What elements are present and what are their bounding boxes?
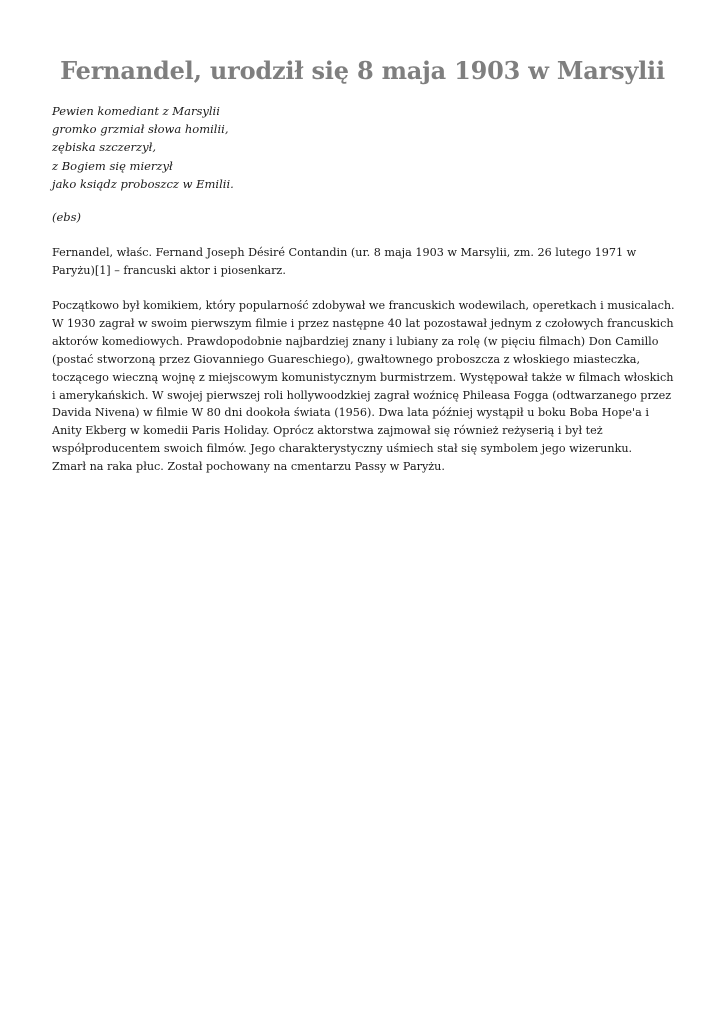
page-title: Fernandel, urodził się 8 maja 1903 w Marsylii	[60, 56, 665, 85]
poem-line: z Bogiem się mierzył	[52, 158, 173, 173]
poem-line: jako ksiądz proboszcz w Emilii.	[52, 176, 234, 191]
body-paragraph-career: Początkowo był komikiem, który popularność zdobywał we francuskich wodewilach, operetkach i musicalach. W 1930 zagrał w swoim pierwszym filmie i przez następne 40 lat pozostawał jednym z czołowych francuskich aktorów komediowych. Prawdopodobnie najbardziej znany i lubiany za rolę (w pięciu filmach) Don Camillo (postać stworzoną przez Giovanniego Guareschiego), gwałtownego proboszcza z włoskiego miasteczka, toczącego wieczną wojnę z miejscowym komunistycznym burmistrzem. Występował także w filmach włoskich i amerykańskich. W swojej pierwszej roli hollywoodzkiej zagrał woźnicę Phileasa Fogga (odtwarzanego przez Davida Nivena) w filmie W 80 dni dookoła świata (1956). Dwa lata później wystąpił u boku Boba Hope'a i Anity Ekberg w komedii Paris Holiday. Oprócz aktorstwa zajmował się również reżyserią i był też współproducentem swoich filmów. Jego charakterystyczny uśmiech stał się symbolem jego wizerunku.	[52, 299, 675, 456]
poem-line: gromko grzmiał słowa homilii,	[52, 122, 229, 137]
body-paragraph-intro: Fernandel, właśc. Fernand Joseph Désiré Contandin (ur. 8 maja 1903 w Marsylii, zm. 26 lutego 1971 w Paryżu)[1] – francuski aktor i piosenkarz.	[52, 246, 637, 277]
poem-line: zębiska szczerzył,	[52, 140, 156, 155]
limerick-poem	[52, 102, 672, 193]
poem-signature: (ebs)	[52, 210, 82, 224]
body-paragraph-death: Zmarł na raka płuc. Został pochowany na cmentarzu Passy w Paryżu.	[52, 460, 445, 473]
poem-line: Pewien komediant z Marsylii	[52, 104, 220, 118]
